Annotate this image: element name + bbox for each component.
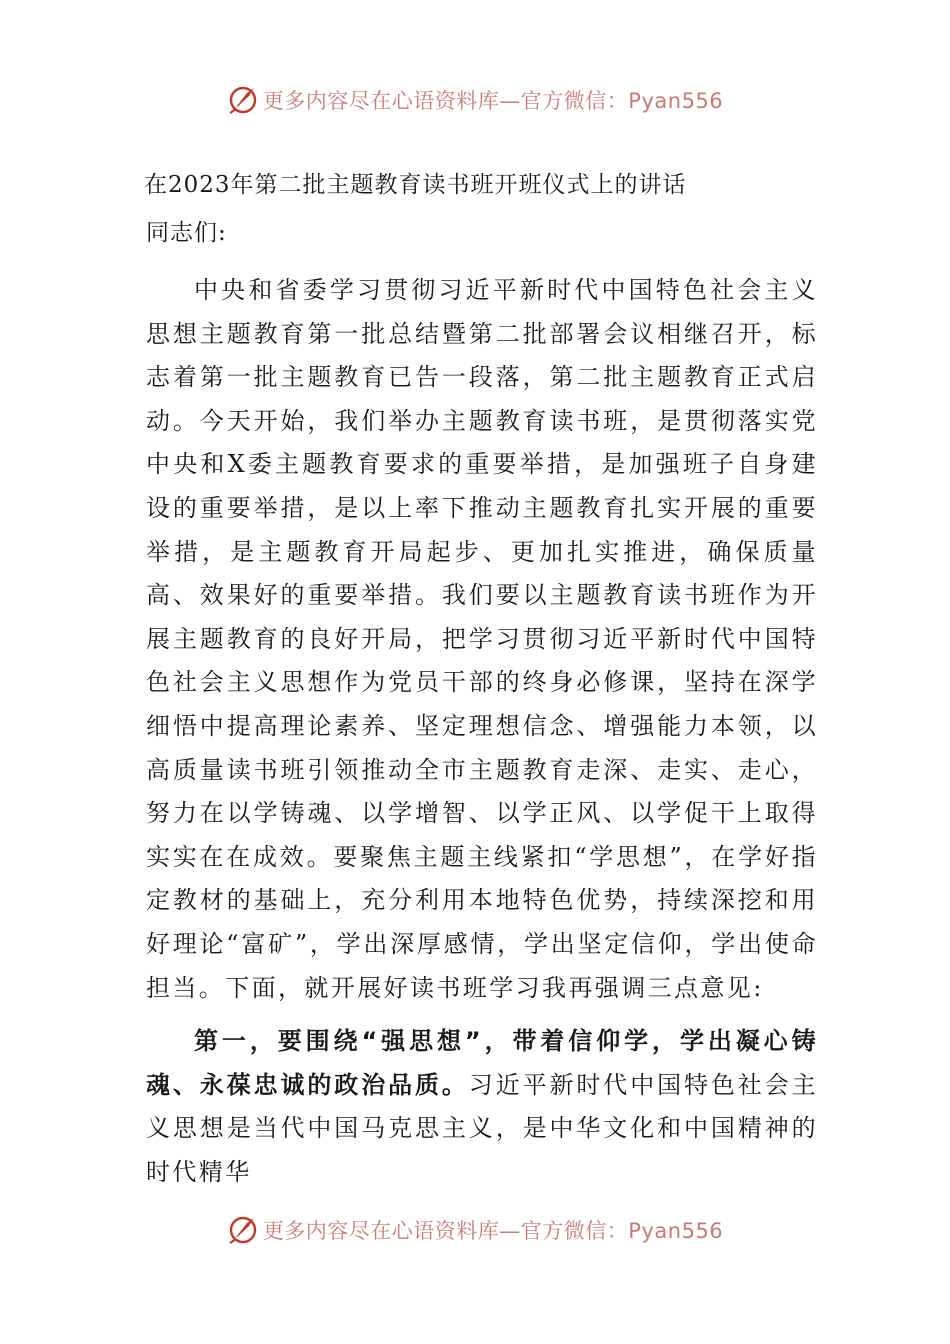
- footer-banner: [0, 1210, 950, 1250]
- quill-pen-logo-icon: [227, 84, 259, 116]
- footer-banner-text: 更多内容尽在心语资料库—官方微信：Pyan556: [262, 1219, 724, 1243]
- document-body: [146, 165, 818, 1194]
- document-title: 在2023年第二批主题教育读书班开班仪式上的讲话: [144, 172, 687, 198]
- header-banner-text: 更多内容尽在心语资料库—官方微信：Pyan556: [262, 89, 724, 113]
- header-banner: [0, 80, 950, 120]
- paragraph-2: [146, 1020, 818, 1194]
- greeting: 同志们:: [146, 220, 227, 246]
- paragraph-2-heading: 第一，要围绕“强思想”，带着信仰学，学出凝心铸魂、永葆忠诚的政治品质。: [146, 1027, 818, 1099]
- paragraph-2-text: 习近平新时代中国特色社会主义思想是当代中国马克思主义，是中华文化和中国精神的时代精华: [146, 1070, 818, 1186]
- paragraph-1: 中央和省委学习贯彻习近平新时代中国特色社会主义思想主题教育第一批总结暨第二批部署会议相继召开，标志着第一批主题教育已告一段落，第二批主题教育正式启动。今天开始，我们举办主题教育读书班，是贯彻落实党中央和X委主题教育要求的重要举措，是加强班子自身建设的重要举措，是以上率下推动主题教育扎实开展的重要举措，是主题教育开局起步、更加扎实推进，确保质量高、效果好的重要举措。我们要以主题教育读书班作为开展主题教育的良好开局，把学习贯彻习近平新时代中国特色社会主义思想作为党员干部的终身必修课，坚持在深学细悟中提高理论素养、坚定理想信念、增强能力本领，以高质量读书班引领推动全市主题教育走深、走实、走心，努力在以学铸魂、以学增智、以学正风、以学促干上取得实实在在成效。要聚焦主题主线紧扣“学思想”，在学好指定教材的基础上，充分利用本地特色优势，持续深挖和用好理论“富矿”，学出深厚感情，学出坚定信仰，学出使命担当。下面，就开展好读书班学习我再强调三点意见:: [146, 276, 818, 1002]
- quill-pen-logo-icon: [227, 1214, 259, 1246]
